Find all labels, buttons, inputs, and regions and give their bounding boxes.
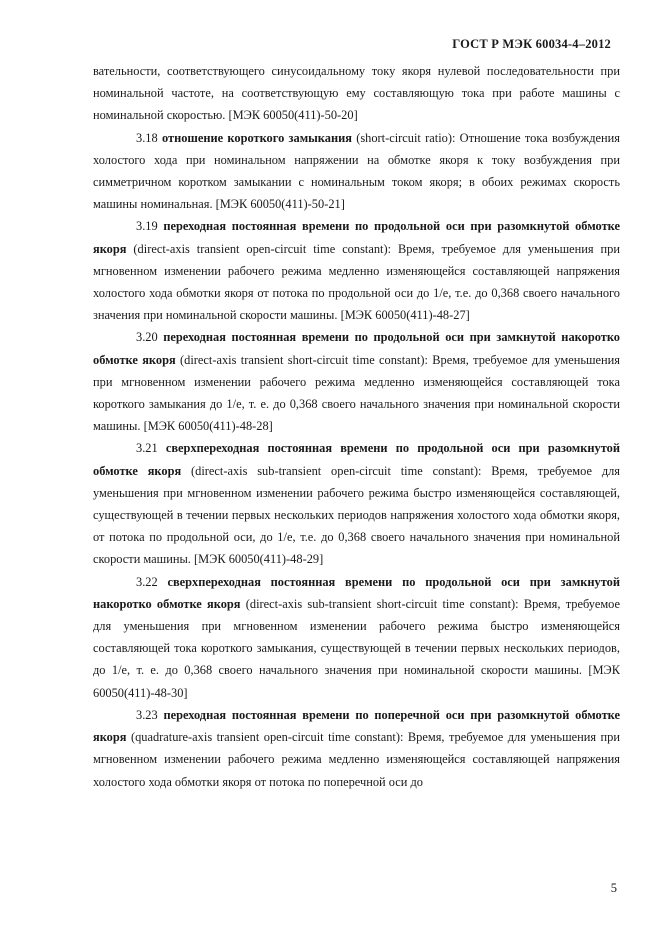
paragraph-text: вательности, соответствующего синусоидальному току якоря нулевой последовательности при номинальной частоте, на соответствующую ему составляющую тока при работе машины с номинальной скоростью. [МЭК 60050(411)-50-20] — [93, 64, 620, 123]
clause-number: 3.19 — [136, 219, 158, 234]
paragraph-continuation — [93, 60, 620, 127]
definition-text: (direct-axis transient open-circuit time constant): Время, требуемое для уменьшения при мгновенном изменении рабочего режима медленно изменяющейся составляющей напряжения холостого хода обмотки якоря от потока по продольной оси до 1/e, т.е. до 0,368 своего начального значения при номинальной скорости машины. [МЭК 60050(411)-48-27] — [93, 241, 620, 323]
definition-3-22 — [93, 571, 620, 704]
term: переходная постоянная времени по поперечной оси при разомкнутой обмотке якоря — [93, 707, 620, 745]
definition-text: (direct-axis transient short-circuit time constant): Время, требуемое для уменьшения при мгновенном изменении рабочего режима медленно изменяющейся составляющей тока короткого замыкания до 1/e, т. е. до 0,368 своего начального значения при номинальной скорости машины. [МЭК 60050(411)-48-28] — [93, 352, 621, 434]
term: переходная постоянная времени по продольной оси при разомкнутой обмотке якоря — [93, 219, 620, 256]
definition-text: (quadrature-axis transient open-circuit time constant): Время, требуемое для уменьшения при мгновенном изменении рабочего режима медленно изменяющейся составляющей напряжения холостого хода обмотки якоря от потока по поперечной оси до — [93, 730, 620, 789]
clause-number: 3.20 — [136, 330, 158, 345]
definition-text: (direct-axis sub-transient open-circuit time constant): Время, требуемое для уменьшения при мгновенном изменении рабочего режима быстро изменяющейся составляющей, существующей в течении первых нескольких периодов напряжения холостого хода обмотки якоря, от потока по продольной оси, до 1/e, т.е. до 0,368 своего начального значения при номинальной скорости машины. [МЭК 60050(411)-48-29] — [93, 463, 621, 567]
definition-3-19 — [93, 215, 620, 326]
definition-3-21 — [93, 437, 620, 570]
page-number: 5 — [610, 881, 617, 895]
term: отношение короткого замыкания — [161, 130, 352, 145]
clause-number: 3.21 — [136, 441, 158, 456]
definition-3-18 — [93, 127, 620, 216]
definition-3-23 — [93, 704, 620, 793]
term: сверхпереходная постоянная времени по продольной оси при разомкнутой обмотке якоря — [93, 441, 620, 478]
standard-header: ГОСТ Р МЭК 60034-4–2012 — [452, 37, 611, 51]
definition-text: (direct-axis sub-transient short-circuit time constant): Время, требуемое для уменьшения при мгновенном изменении рабочего режима быстро изменяющейся составляющей тока короткого замыкания, существующей в течении первых нескольких периодов, до 1/e, т. е. до 0,368 своего начального значения при номинальной скорости машины. [МЭК 60050(411)-48-30] — [93, 596, 621, 700]
definition-text: (short-circuit ratio): Отношение тока возбуждения холостого хода при номинальном напряжении на обмотке якоря к току возбуждения при симметричном коротком замыкании с номинальным током якоря; в обоих режимах скорость машины номинальная. [МЭК 60050(411)-50-21] — [93, 130, 620, 212]
clause-number: 3.23 — [136, 707, 158, 722]
clause-number: 3.18 — [136, 130, 158, 145]
definition-3-20 — [93, 326, 620, 437]
term: сверхпереходная постоянная времени по продольной оси при замкнутой накоротко обмотке якоря — [93, 574, 620, 611]
clause-number: 3.22 — [136, 574, 158, 589]
term: переходная постоянная времени по продольной оси при замкнутой накоротко обмотке якоря — [93, 330, 620, 367]
document-body — [93, 60, 620, 793]
